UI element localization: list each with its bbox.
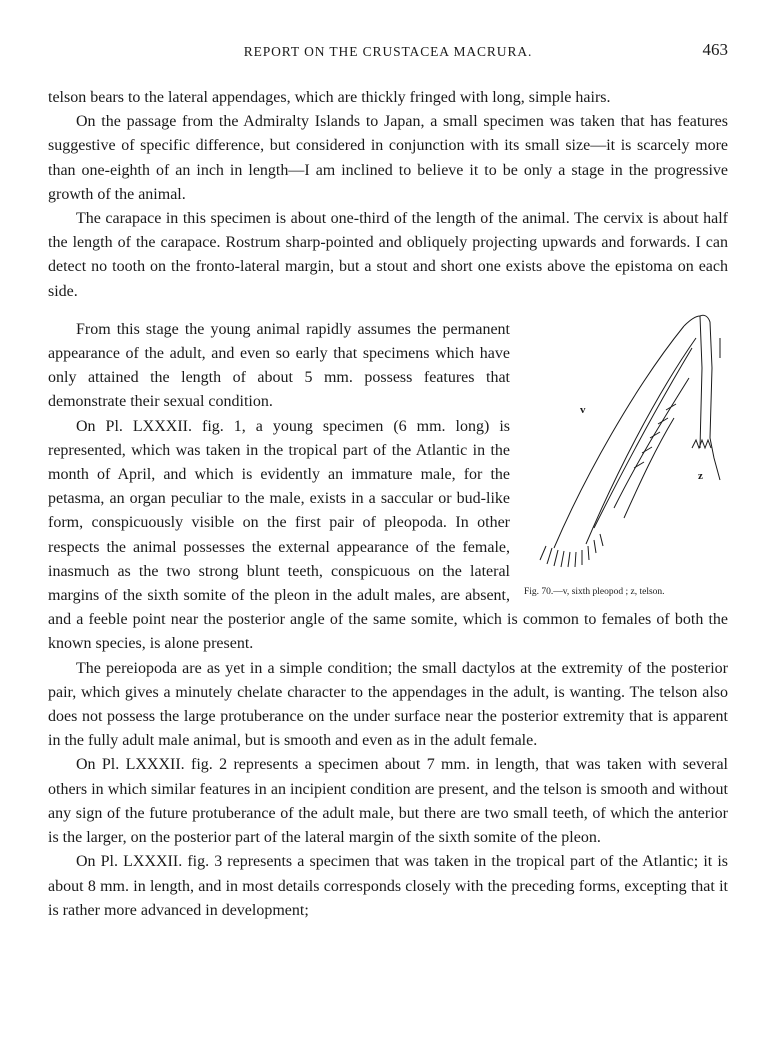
figure-70-drawing [524, 308, 728, 578]
running-header [48, 40, 728, 66]
paragraph-1: telson bears to the lateral appendages, which are thickly fringed with long, simple hairs. [48, 89, 611, 106]
paragraph-8: On Pl. LXXXII. fig. 3 represents a specimen that was taken in the tropical part of the Atlantic; it is about 8 mm. in length, and in most details corresponds closely with the preceding forms, excepting that it is rather more advanced in development; [48, 853, 728, 919]
paragraph-7: On Pl. LXXXII. fig. 2 represents a specimen about 7 mm. in length, that was taken with several others in which similar features in an incipient condition are present, and the telson is smooth and without any sign of the future protuberance of the adult male, but there are two small teeth, of which the anterior is the larger, on the posterior part of the lateral margin of the sixth somite of the pleon. [48, 756, 728, 847]
figure-caption: Fig. 70.—v, sixth pleopod ; z, telson. [524, 586, 665, 597]
body-text [48, 86, 728, 923]
paragraph-3: The carapace in this specimen is about one-third of the length of the animal. The cervix is about half the length of the carapace. Rostrum sharp-pointed and obliquely projecting upwards and forwards. I can detect no tooth on the fronto-lateral margin, but a stout and short one exists above the epistoma on each side. [48, 210, 728, 300]
paragraph-4: From this stage the young animal rapidly assumes the permanent appearance of the adult, and even so early that specimens which have only attained the length of about 5 mm. possess features that demonstrate their sexual condition. [48, 320, 510, 411]
figure-label-z: z [698, 469, 703, 482]
paragraph-6: The pereiopoda are as yet in a simple condition; the small dactylos at the extremity of the posterior pair, which gives a minutely chelate character to the appendages in the adult, is wanting. The telson also does not possess the large protuberance on the under surface near the posterior extremity that is apparent in the fully adult male animal, but is smooth and even as in the adult female. [48, 659, 728, 750]
figure-70 [524, 308, 728, 598]
paragraph-2: On the passage from the Admiralty Islands to Japan, a small specimen was taken that has features suggestive of specific difference, but considered in conjunction with its small size—it is scarcely more than one-eighth of an inch in length—I am inclined to believe it to be only a stage in the progressive growth of the animal. [48, 113, 728, 203]
running-title: REPORT ON THE CRUSTACEA MACRURA. [243, 44, 533, 59]
figure-label-v: v [580, 403, 586, 416]
page-number: 463 [702, 40, 728, 59]
paragraph-5: On Pl. LXXXII. fig. 1, a young specimen (6 mm. long) is represented, which was taken in the tropical part of the Atlantic in the month of April, and which is evidently an immature male, for the petasma, an organ peculiar to the male, exists in a saccular or bud-like form, conspicuously visible on the first pair of pleopoda. In other respects the animal possesses the external appearance of the female, inasmuch as the two strong blunt teeth, conspicuous on the lateral margins of the sixth somite of the pleon in the adult males, are absent, and a feeble point near the posterior angle of the same somite, which is common to females of both the known species, is alone present. [48, 417, 728, 653]
